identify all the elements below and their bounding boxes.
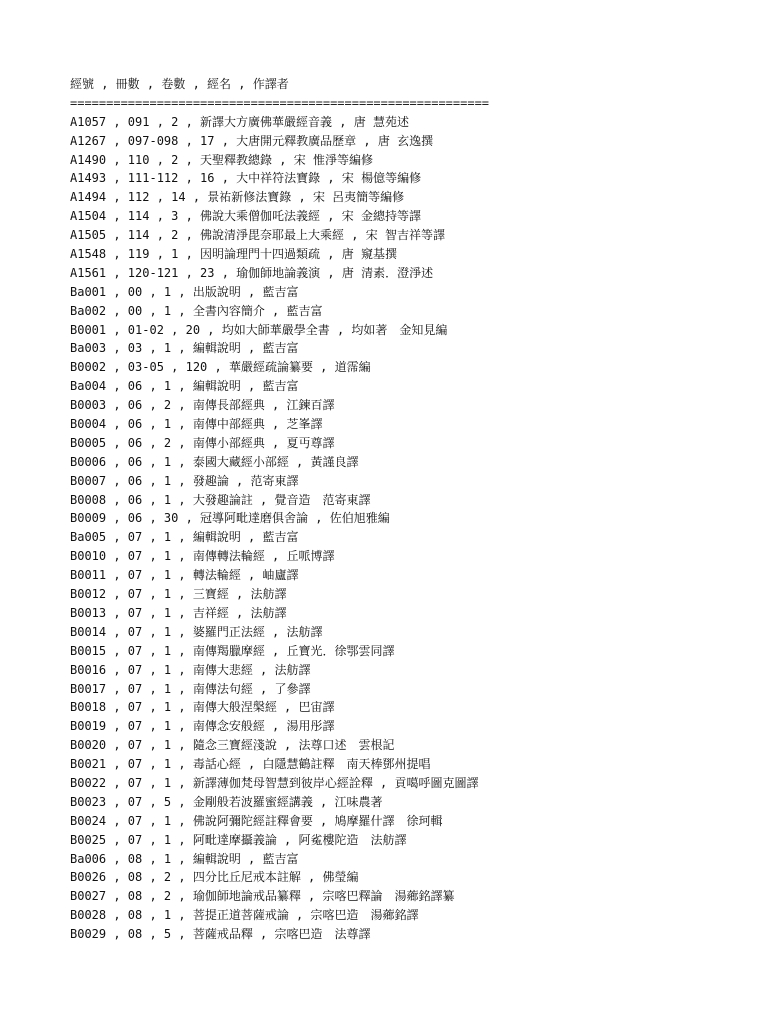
catalog-entry: A1267 , 097-098 , 17 , 大唐開元釋教廣品歷章 , 唐 玄逸撰	[70, 133, 434, 148]
catalog-entry: B0016 , 07 , 1 , 南傳大悲經 , 法舫譯	[70, 662, 311, 677]
catalog-entry: Ba002 , 00 , 1 , 全書內容簡介 , 藍吉富	[70, 303, 323, 318]
catalog-entry: A1561 , 120-121 , 23 , 瑜伽師地論義演 , 唐 清素．澄淨述	[70, 265, 434, 280]
catalog-entry: B0028 , 08 , 1 , 菩提正道菩薩戒論 , 宗喀巴造 湯薌銘譯	[70, 908, 419, 923]
catalog-entry: B0003 , 06 , 2 , 南傳長部經典 , 江鍊百譯	[70, 398, 335, 413]
catalog-entry: B0009 , 06 , 30 , 冠導阿毗達磨俱舍論 , 佐伯旭雅編	[70, 511, 390, 526]
catalog-entry: B0001 , 01-02 , 20 , 均如大師華嚴學全書 , 均如著 金知見編	[70, 322, 448, 337]
catalog-entry: B0022 , 07 , 1 , 新譯薄伽梵母智慧到彼岸心經詮釋 , 貢噶呼圖克圖譯	[70, 775, 479, 790]
catalog-entry: B0014 , 07 , 1 , 婆羅門正法經 , 法舫譯	[70, 624, 323, 639]
catalog-entry: B0006 , 06 , 1 , 泰國大藏經小部經 , 黃謹良譯	[70, 454, 359, 469]
catalog-entry: Ba001 , 00 , 1 , 出版說明 , 藍吉富	[70, 284, 299, 299]
catalog-entry: B0005 , 06 , 2 , 南傳小部經典 , 夏丏尊譯	[70, 435, 335, 450]
catalog-entry: B0004 , 06 , 1 , 南傳中部經典 , 芝峯譯	[70, 417, 323, 432]
catalog-entry: Ba004 , 06 , 1 , 編輯說明 , 藍吉富	[70, 379, 299, 394]
catalog-entry: Ba005 , 07 , 1 , 編輯說明 , 藍吉富	[70, 530, 299, 545]
catalog-entry: B0027 , 08 , 2 , 瑜伽師地論戒品纂釋 , 宗喀巴釋論 湯薌銘譯纂	[70, 889, 455, 904]
catalog-entry: Ba006 , 08 , 1 , 編輯說明 , 藍吉富	[70, 851, 299, 866]
catalog-entry: B0017 , 07 , 1 , 南傳法句經 , 了參譯	[70, 681, 311, 696]
catalog-entry: B0029 , 08 , 5 , 菩薩戒品釋 , 宗喀巴造 法尊譯	[70, 927, 371, 942]
catalog-entry: B0015 , 07 , 1 , 南傳羯臘摩經 , 丘寶光．徐鄂雲同譯	[70, 643, 395, 658]
catalog-entry: B0026 , 08 , 2 , 四分比丘尼戒本註解 , 佛瑩編	[70, 870, 359, 885]
catalog-entry: A1493 , 111-112 , 16 , 大中祥符法寶錄 , 宋 楊億等編修	[70, 171, 422, 186]
catalog-entry: Ba003 , 03 , 1 , 編輯說明 , 藍吉富	[70, 341, 299, 356]
catalog-entry: B0024 , 07 , 1 , 佛說阿彌陀經註釋會要 , 鳩摩羅什譯 徐珂輯	[70, 813, 443, 828]
catalog-entry: A1548 , 119 , 1 , 因明論理門十四過類疏 , 唐 窺基撰	[70, 247, 397, 262]
catalog-entry: B0007 , 06 , 1 , 發趣論 , 范寄東譯	[70, 473, 299, 488]
catalog-entry: B0021 , 07 , 1 , 毒話心經 , 白隱慧鶴註釋 南天棒鄧州提唱	[70, 757, 431, 772]
catalog-entry: B0010 , 07 , 1 , 南傳轉法輪經 , 丘哌博譯	[70, 549, 335, 564]
catalog-entry: B0002 , 03-05 , 120 , 華嚴經疏論纂要 , 道霈編	[70, 360, 371, 375]
catalog-entry: B0012 , 07 , 1 , 三寶經 , 法舫譯	[70, 587, 287, 602]
header-separator: ==========================================================	[70, 95, 490, 110]
catalog-entry: B0025 , 07 , 1 , 阿毗達摩攝義論 , 阿㝹樓陀造 法舫譯	[70, 832, 407, 847]
catalog-entry: A1494 , 112 , 14 , 景祐新修法寶錄 , 宋 呂夷簡等編修	[70, 190, 405, 205]
catalog-entry: B0023 , 07 , 5 , 金剛般若波羅蜜經講義 , 江味農著	[70, 794, 383, 809]
catalog-entries	[70, 113, 760, 944]
catalog-document	[70, 75, 760, 944]
catalog-entry: B0018 , 07 , 1 , 南傳大般涅槃經 , 巴宙譯	[70, 700, 335, 715]
catalog-entry: A1057 , 091 , 2 , 新譯大方廣佛華嚴經音義 , 唐 慧苑述	[70, 114, 409, 129]
catalog-entry: A1505 , 114 , 2 , 佛說清淨毘奈耶最上大乘經 , 宋 智吉祥等譯	[70, 228, 445, 243]
catalog-entry: B0020 , 07 , 1 , 隨念三寶經淺說 , 法尊口述 雲根記	[70, 738, 395, 753]
catalog-entry: B0013 , 07 , 1 , 吉祥經 , 法舫譯	[70, 605, 287, 620]
column-header: 經號 , 冊數 , 卷數 , 經名 , 作譯者	[70, 77, 289, 91]
catalog-entry: B0011 , 07 , 1 , 轉法輪經 , 岫廬譯	[70, 568, 299, 583]
catalog-entry: A1490 , 110 , 2 , 天聖釋教總錄 , 宋 惟淨等編修	[70, 152, 373, 167]
catalog-entry: B0008 , 06 , 1 , 大發趣論註 , 覺音造 范寄東譯	[70, 492, 371, 507]
catalog-entry: B0019 , 07 , 1 , 南傳念安般經 , 湯用彤譯	[70, 719, 335, 734]
catalog-entry: A1504 , 114 , 3 , 佛說大乘僧伽吒法義經 , 宋 金總持等譯	[70, 209, 421, 224]
